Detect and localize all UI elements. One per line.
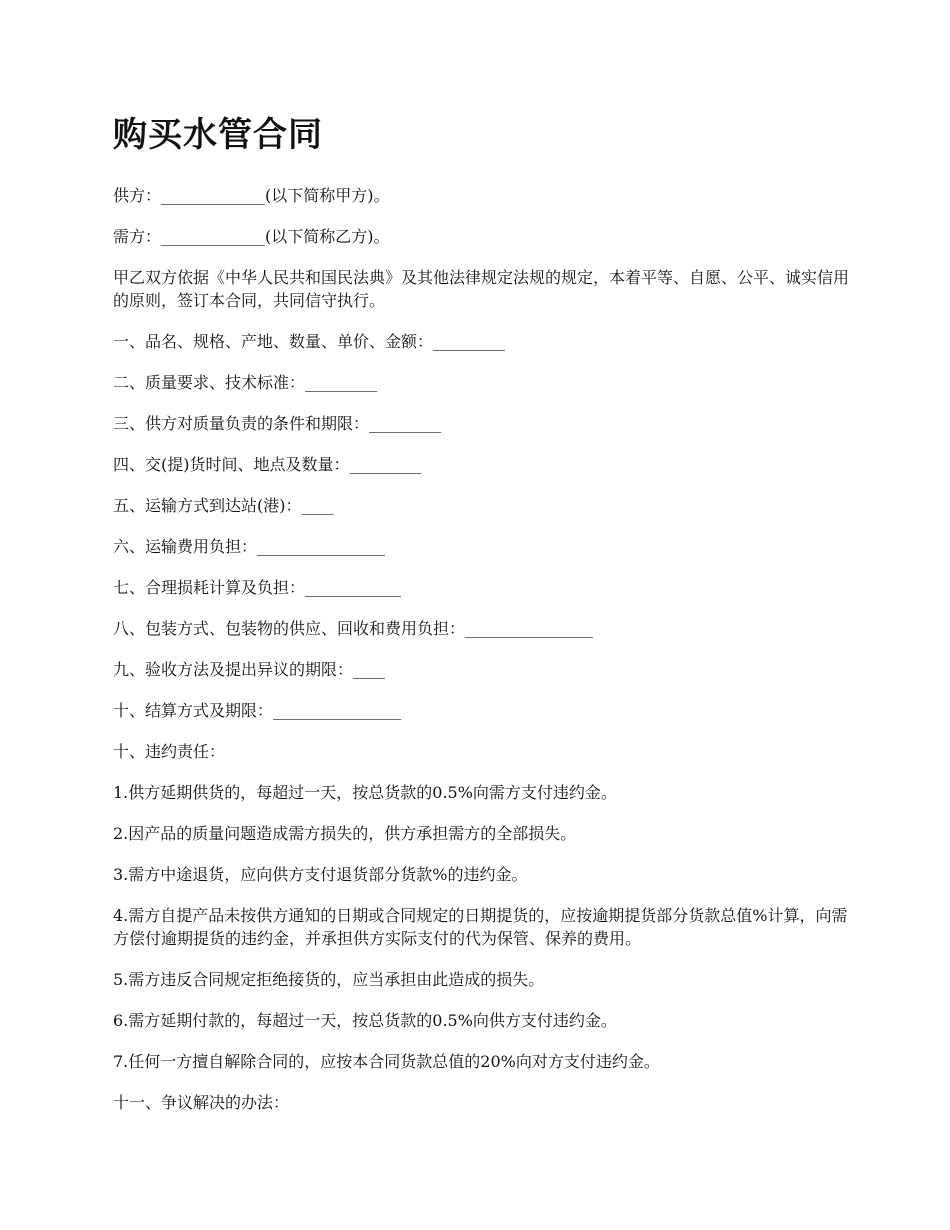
clause-9: 九、验收方法及提出异议的期限：____ [113, 660, 386, 679]
clause-8: 八、包装方式、包装物的供应、回收和费用负担：________________ [113, 619, 594, 638]
supplier-line: 供方：_____________(以下简称甲方)。 [113, 186, 390, 205]
clause-1: 一、品名、规格、产地、数量、单价、金额：_________ [113, 332, 506, 351]
liability-item-7: 7.任何一方擅自解除合同的，应按本合同货款总值的20%向对方支付违约金。 [113, 1052, 660, 1071]
liability-item-1: 1.供方延期供货的，每超过一天，按总货款的0.5%向需方支付违约金。 [113, 783, 617, 802]
clause-6: 六、运输费用负担：________________ [113, 537, 386, 556]
clause-7: 七、合理损耗计算及负担：____________ [113, 578, 402, 597]
buyer-line: 需方：_____________(以下简称乙方)。 [113, 227, 390, 246]
document-title: 购买水管合同 [113, 115, 323, 155]
liability-item-4: 4.需方自提产品未按供方通知的日期或合同规定的日期提货的，应按逾期提货部分货款总值%计算，向需方偿付逾期提货的违约金，并承担供方实际支付的代为保管、保养的费用。 [113, 906, 848, 948]
liability-item-5: 5.需方违反合同规定拒绝接货的，应当承担由此造成的损失。 [113, 970, 545, 989]
dispute-heading: 十一、争议解决的办法： [113, 1093, 290, 1112]
document-page [113, 110, 853, 1132]
preamble: 甲乙双方依据《中华人民共和国民法典》及其他法律规定法规的规定，本着平等、自愿、公平、诚实信用的原则，签订本合同，共同信守执行。 [113, 268, 850, 310]
clause-4: 四、交(提)货时间、地点及数量：_________ [113, 455, 422, 474]
liability-item-6: 6.需方延期付款的，每超过一天，按总货款的0.5%向供方支付违约金。 [113, 1011, 617, 1030]
liability-item-2: 2.因产品的质量问题造成需方损失的，供方承担需方的全部损失。 [113, 824, 577, 843]
clause-5: 五、运输方式到达站(港)：____ [113, 496, 334, 515]
clause-10: 十、结算方式及期限：________________ [113, 701, 402, 720]
clause-2: 二、质量要求、技术标准：_________ [113, 373, 378, 392]
clause-3: 三、供方对质量负责的条件和期限：_________ [113, 414, 442, 433]
liability-heading: 十、违约责任： [113, 742, 226, 761]
liability-item-3: 3.需方中途退货，应向供方支付退货部分货款%的违约金。 [113, 865, 528, 884]
